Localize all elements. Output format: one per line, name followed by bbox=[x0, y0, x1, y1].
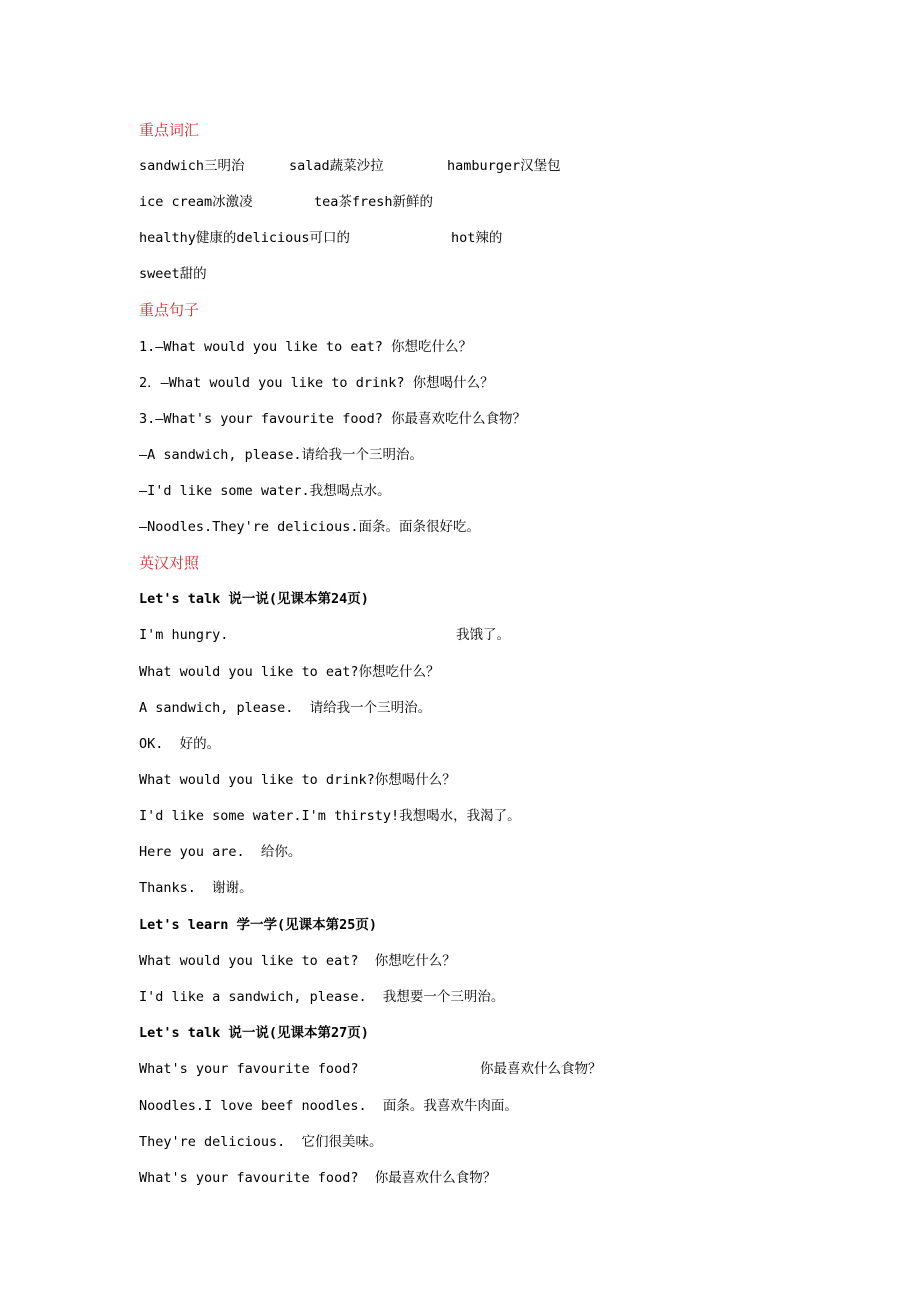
answer-2: —I'd like some water.我想喝点水。 bbox=[139, 483, 391, 499]
sentence-2: 2．—What would you like to drink? 你想喝什么？ bbox=[139, 375, 494, 391]
vocab-tea-fresh: tea茶fresh新鲜的 bbox=[314, 194, 434, 210]
talk27-line-1-zh: 你最喜欢什么食物？ bbox=[480, 1061, 602, 1077]
learn25-line-1: What would you like to eat? 你想吃什么？ bbox=[139, 953, 456, 969]
talk27-title: Let's talk 说一说(见课本第27页) bbox=[139, 1025, 369, 1041]
talk24-line-5: What would you like to drink?你想喝什么？ bbox=[139, 772, 456, 788]
sentence-3: 3.—What's your favourite food? 你最喜欢吃什么食物？ bbox=[139, 411, 526, 427]
vocab-sweet: sweet甜的 bbox=[139, 266, 207, 282]
vocab-row-3 bbox=[139, 226, 839, 250]
vocab-sandwich: sandwich三明治 bbox=[139, 158, 245, 174]
vocab-heading: 重点词汇 bbox=[139, 121, 200, 139]
talk27-line-2: Noodles.I love beef noodles. 面条。我喜欢牛肉面。 bbox=[139, 1098, 518, 1114]
vocab-row-2 bbox=[139, 190, 839, 214]
talk27-line-1 bbox=[139, 1057, 839, 1081]
talk24-line-6: I'd like some water.I'm thirsty!我想喝水，我渴了。 bbox=[139, 808, 521, 824]
sentences-heading: 重点句子 bbox=[139, 301, 200, 319]
talk24-line-3: A sandwich, please. 请给我一个三明治。 bbox=[139, 700, 432, 716]
sentence-1: 1.—What would you like to eat? 你想吃什么？ bbox=[139, 339, 472, 355]
talk27-line-3: They're delicious. 它们很美味。 bbox=[139, 1134, 383, 1150]
talk24-line-4: OK. 好的。 bbox=[139, 736, 221, 752]
vocab-ice-cream: ice cream冰激凌 bbox=[139, 194, 253, 210]
answer-1: —A sandwich, please.请给我一个三明治。 bbox=[139, 447, 424, 463]
talk24-line-1-zh: 我饿了。 bbox=[456, 627, 510, 643]
talk24-title: Let's talk 说一说(见课本第24页) bbox=[139, 591, 369, 607]
talk27-line-4: What's your favourite food? 你最喜欢什么食物？ bbox=[139, 1170, 497, 1186]
talk24-line-8: Thanks. 谢谢。 bbox=[139, 880, 253, 896]
talk24-line-2: What would you like to eat?你想吃什么？ bbox=[139, 664, 440, 680]
learn25-line-2: I'd like a sandwich, please. 我想要一个三明治。 bbox=[139, 989, 505, 1005]
talk24-line-1-en: I'm hungry. bbox=[139, 627, 229, 643]
vocab-salad: salad蔬菜沙拉 bbox=[289, 158, 384, 174]
translation-heading: 英汉对照 bbox=[139, 554, 200, 572]
talk24-line-1 bbox=[139, 623, 839, 647]
vocab-healthy-delicious: healthy健康的delicious可口的 bbox=[139, 230, 351, 246]
talk24-line-7: Here you are. 给你。 bbox=[139, 844, 302, 860]
talk27-line-1-en: What's your favourite food? bbox=[139, 1061, 359, 1077]
answer-3: —Noodles.They're delicious.面条。面条很好吃。 bbox=[139, 519, 480, 535]
learn25-title: Let's learn 学一学(见课本第25页) bbox=[139, 917, 378, 933]
vocab-hot: hot辣的 bbox=[451, 230, 503, 246]
vocab-hamburger: hamburger汉堡包 bbox=[447, 158, 561, 174]
vocab-row-1 bbox=[139, 154, 839, 178]
